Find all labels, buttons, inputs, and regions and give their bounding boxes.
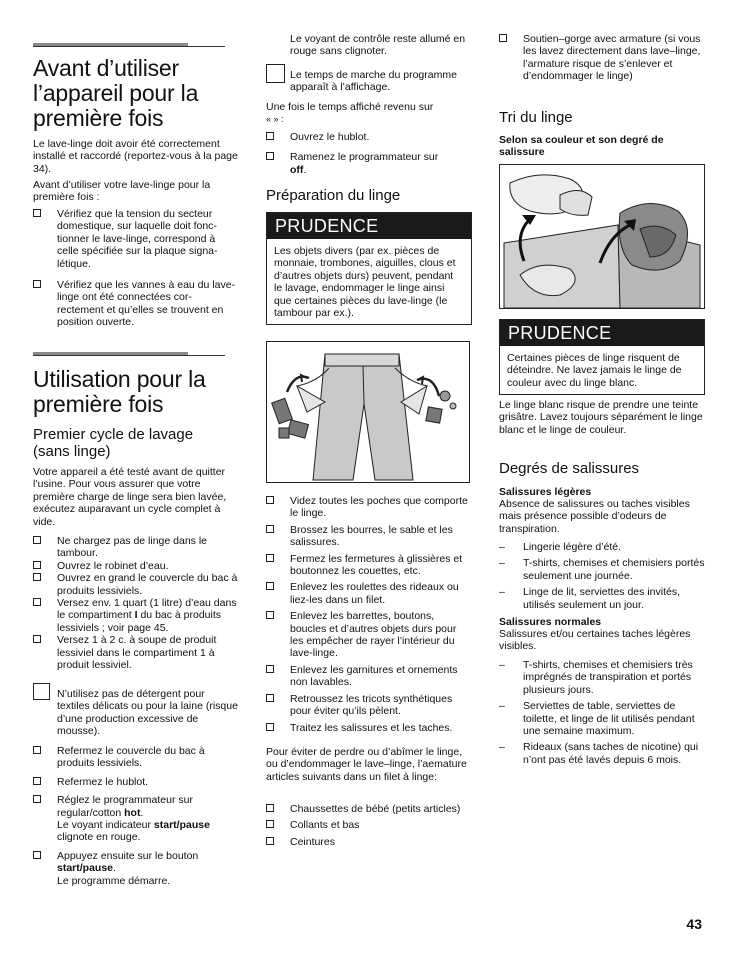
dash-bullet: – [499, 700, 505, 713]
checklist-end [266, 131, 470, 176]
list-item: Vérifiez que la tension du secteur domestique, sur laquelle doit fonc-tionner le lave-linge, correspond à celle spécifiée sur la plaque signa-létique. [33, 208, 238, 270]
light-soil-heading: Salissures légères [499, 486, 592, 498]
list-item: – Lingerie légère d’été. [499, 541, 622, 553]
checklist-start [33, 745, 238, 887]
list-item: Ouvrez le hublot. [266, 131, 470, 143]
checkbox-icon [266, 665, 274, 673]
subtitle-soil-levels: Degrés de salissures [499, 460, 640, 477]
indicator-paragraph: Le voyant de contrôle reste allumé en rouge sans clignoter. [290, 33, 466, 58]
checkbox-icon [33, 573, 41, 581]
caution-text: Les objets divers (par ex. pièces de monnaie, trombones, aiguilles, clous et d’autres objets durs) peuvent, pendant le lavage, endommager le linge ainsi que certaines pièces du lave-linge (le tambour par ex.). [274, 245, 456, 320]
caution-heading: PRUDENCE [267, 213, 471, 239]
checkbox-icon [266, 837, 274, 845]
checkbox-icon [33, 777, 41, 785]
checkbox-icon [33, 598, 41, 606]
list-item: Versez env. 1 quart (1 litre) d’eau dans le compartiment I du bac à produits lessiviels ; voir page 45. [33, 597, 238, 634]
illustration-sorting-laundry [499, 164, 705, 309]
list-item: Appuyez ensuite sur le bouton start/pause. Le programme démarre. [33, 850, 238, 887]
checkbox-icon [266, 554, 274, 562]
net-paragraph: Pour éviter de perdre ou d’abîmer le linge, ou d’endommager le lave–linge, l’aemature articles suivants dans un filet à linge: [266, 746, 467, 783]
light-soil-list [499, 541, 705, 611]
list-item: Collants et bas [266, 819, 470, 831]
list-item: Ouvrez en grand le couvercle du bac à produits lessiviels. [33, 572, 238, 597]
dash-bullet: – [499, 659, 505, 671]
checkbox-icon [266, 582, 274, 590]
before-use-paragraph: Avant d’utiliser votre lave-linge pour la première fois : [33, 179, 211, 204]
list-item: – T-shirts, chemises et chemisiers très imprégnés de transpiration et portés plusieurs jours. [499, 659, 693, 696]
note-detergent: N’utilisez pas de détergent pour textiles délicats ou pour la laine (risque d’une production excessive de mousse). [33, 683, 238, 738]
list-item: Videz toutes les poches que comporte le linge. [266, 495, 470, 520]
list-item: Réglez le programmateur sur regular/cotton hot. Le voyant indicateur start/pause clignote en rouge. [33, 794, 238, 844]
checkbox-icon [266, 132, 274, 140]
normal-soil-paragraph: Salissures et/ou certaines taches légères visibles. [499, 628, 691, 653]
normal-soil-list [499, 659, 705, 766]
laundry-basket-illustration [500, 165, 704, 308]
note-icon [266, 64, 285, 83]
list-item: – T-shirts, chemises et chemisiers portés seulement une journée. [499, 557, 705, 582]
illustration-empty-pockets [266, 341, 470, 483]
white-laundry-paragraph: Le linge blanc risque de prendre une teinte grisâtre. Lavez toujours séparément le linge blanc et le linge de couleur. [499, 399, 703, 436]
time-paragraph: Une fois le temps affiché revenu sur « » : [266, 101, 434, 125]
list-item: Ceintures [266, 836, 470, 848]
section-rule-1 [33, 43, 225, 47]
list-item: Traitez les salissures et les taches. [266, 722, 470, 734]
checkbox-icon [33, 746, 41, 754]
section-rule-2 [33, 352, 225, 356]
checklist-net [266, 803, 470, 848]
tested-paragraph: Votre appareil a été testé avant de quitter l’usine. Pour vous assurer que votre première charge de linge sera bien lavée, exécutez auparavant un cycle complet à vide. [33, 466, 227, 528]
list-item: – Rideaux (sans taches de nicotine) qui n’ont pas été lavés depuis 6 mois. [499, 741, 699, 766]
list-item: Enlevez les roulettes des rideaux ou liez-les dans un filet. [266, 581, 470, 606]
caution-heading: PRUDENCE [500, 320, 704, 346]
list-item: Soutien–gorge avec armature (si vous les lavez directement dans lave–linge, l’armature risque de s’enlever et d’endommager le linge) [499, 33, 705, 83]
checkbox-icon [266, 496, 274, 504]
caution-box-colors [499, 319, 705, 395]
list-item: – Serviettes de table, serviettes de toilette, et linge de lit utilisés pendant une semaine maximum. [499, 700, 695, 738]
list-item: Refermez le couvercle du bac à produits lessiviels. [33, 745, 238, 770]
list-item: Chaussettes de bébé (petits articles) [266, 803, 470, 815]
checkbox-icon [266, 820, 274, 828]
list-item: Vérifiez que les vannes à eau du lave-linge ont été connectées cor-rectement et qu’elles se trouvent en position ouverte. [33, 279, 238, 329]
list-item: Retroussez les tricots synthétiques pour éviter qu’ils pèlent. [266, 693, 470, 718]
list-item: Enlevez les barrettes, boutons, boucles et d’autres objets durs pour les empêcher de rayer l’intérieur du lave-linge. [266, 610, 470, 660]
caution-box-objects [266, 212, 472, 325]
checklist-before-use [33, 208, 238, 329]
checkbox-icon [266, 723, 274, 731]
checkbox-icon [266, 525, 274, 533]
list-item: Refermez le hublot. [33, 776, 238, 788]
dash-bullet: – [499, 557, 505, 570]
light-soil-paragraph: Absence de salissures ou taches visibles mais présence possible d’odeurs de transpiration. [499, 498, 690, 535]
list-item: Ouvrez le robinet d’eau. [33, 560, 238, 572]
list-item: Fermez les fermetures à glissières et boutonnez les couettes, etc. [266, 553, 470, 578]
list-item: Enlevez les garnitures et ornements non lavables. [266, 664, 470, 689]
title-first-use: Utilisation pour la première fois [33, 366, 206, 417]
title-before-first-use: Avant d’utiliser l’appareil pour la première fois [33, 55, 199, 131]
checkbox-icon [33, 536, 41, 544]
dash-bullet: – [499, 741, 505, 754]
checkbox-icon [33, 851, 41, 859]
sorting-subheading: Selon sa couleur et son degré de salissure [499, 134, 664, 159]
checkbox-icon [33, 561, 41, 569]
checkbox-icon [499, 34, 507, 42]
dash-bullet: – [499, 586, 505, 599]
checkbox-icon [266, 611, 274, 619]
dash-bullet: – [499, 541, 505, 553]
list-item: Versez 1 à 2 c. à soupe de produit lessiviel dans le compartiment 1 à produit lessiviel. [33, 634, 238, 671]
list-item: Brossez les bourres, le sable et les salissures. [266, 524, 470, 549]
checkbox-icon [33, 795, 41, 803]
normal-soil-heading: Salissures normales [499, 616, 602, 628]
checkbox-icon [33, 635, 41, 643]
checkbox-icon [33, 209, 41, 217]
subtitle-sorting: Tri du linge [499, 109, 573, 126]
subtitle-laundry-prep: Préparation du linge [266, 187, 401, 204]
checklist-bra [499, 33, 705, 83]
checklist-first-cycle [33, 535, 238, 671]
note-icon [33, 683, 50, 700]
checkbox-icon [266, 694, 274, 702]
checkbox-icon [266, 804, 274, 812]
subtitle-first-cycle: Premier cycle de lavage (sans linge) [33, 426, 194, 460]
checkbox-icon [33, 280, 41, 288]
list-item: Ramenez le programmateur sur off. [266, 151, 470, 176]
checkbox-icon [266, 152, 274, 160]
checklist-preparation [266, 495, 470, 734]
note-display: Le temps de marche du programme apparaît à l’affichage. [266, 64, 470, 94]
list-item: Ne chargez pas de linge dans le tambour. [33, 535, 238, 560]
list-item: – Linge de lit, serviettes des invités, utilisés seulement un jour. [499, 586, 680, 611]
caution-text: Certaines pièces de linge risquent de déteindre. Ne lavez jamais le linge de couleur avec du linge blanc. [507, 352, 682, 389]
trousers-illustration [267, 342, 469, 482]
page-number: 43 [686, 916, 702, 932]
intro-paragraph: Le lave-linge doit avoir été correctement installé et raccordé (reportez-vous à la page 34). [33, 138, 238, 175]
